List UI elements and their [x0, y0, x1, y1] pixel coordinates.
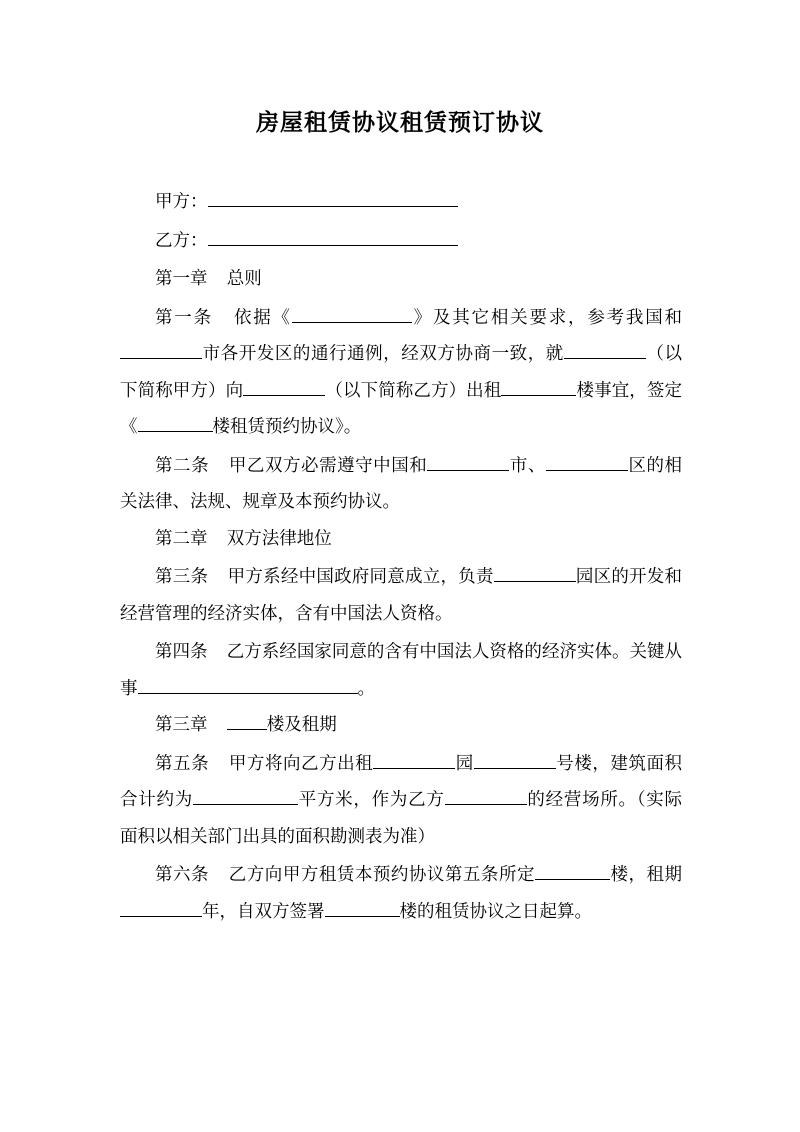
- blank: [120, 341, 202, 359]
- article-1-text: 楼事宜，签定《: [120, 380, 683, 437]
- blank: [501, 378, 576, 396]
- party-a-blank: [208, 189, 458, 207]
- party-b-label: 乙方：: [155, 230, 208, 251]
- article-2-text: 甲乙双方必需遵守中国和: [228, 455, 428, 476]
- party-b-blank: [208, 228, 458, 246]
- article-6-text: 年，自双方签署: [202, 901, 325, 922]
- chapter-2-number: 第二章: [155, 528, 208, 549]
- article-4-text: 。: [357, 678, 375, 699]
- blank: [193, 787, 298, 805]
- chapter-1-number: 第一章: [155, 269, 208, 289]
- article-1-number: 第一条: [155, 307, 213, 328]
- article-5: [120, 746, 682, 856]
- blank: [535, 862, 610, 880]
- article-1-text: 》及其它相关要求，参考我国和: [411, 307, 683, 328]
- article-5-text: 甲方将向乙方出租: [228, 753, 374, 774]
- article-2-number: 第二条: [155, 455, 210, 476]
- chapter-3-name: 楼及租期: [266, 715, 337, 735]
- blank: [292, 305, 412, 323]
- blank: [445, 787, 527, 805]
- article-1-text: 楼租赁预约协议》。: [212, 417, 362, 437]
- article-3-number: 第三条: [155, 567, 209, 587]
- article-6-text: 楼，租期: [609, 865, 683, 885]
- chapter-2-name: 双方法律地位: [226, 528, 332, 549]
- blank: [494, 564, 576, 582]
- article-4-text: 乙方系经国家同意的含有中国法人资格的经济实体。关键从事: [120, 642, 683, 699]
- article-5-number: 第五条: [155, 753, 210, 774]
- article-6-number: 第六条: [155, 865, 210, 885]
- article-2-text: 区的相关法律、法规、规章及本预约协议。: [120, 455, 683, 512]
- article-3-text: 甲方系经中国政府同意成立，负责: [227, 567, 494, 587]
- article-1-text: （以下简称甲方）向: [120, 344, 683, 401]
- article-6: [120, 857, 682, 930]
- article-2-text: 市、: [509, 455, 546, 476]
- blank: [427, 453, 509, 471]
- article-5-text: 平方米，作为乙方: [297, 790, 445, 810]
- article-4-number: 第四条: [155, 642, 208, 662]
- blank: [474, 751, 556, 769]
- article-6-text: 楼的租赁协议之日起算。: [399, 901, 592, 922]
- blank: [138, 414, 213, 432]
- blank: [243, 378, 325, 396]
- party-a-label: 甲方：: [155, 192, 208, 212]
- chapter-3-number: 第三章: [155, 715, 208, 735]
- blank: [564, 341, 646, 359]
- blank: [325, 899, 400, 917]
- article-1-text: （以下简称乙方）出租: [325, 380, 502, 401]
- blank: [227, 712, 267, 730]
- article-1: [120, 300, 682, 446]
- chapter-3-heading: [120, 707, 682, 744]
- blank: [138, 676, 358, 694]
- blank: [546, 453, 628, 471]
- chapter-1-heading: [120, 261, 682, 298]
- article-6-text: 乙方向甲方租赁本预约协议第五条所定: [228, 865, 535, 885]
- blank: [120, 899, 202, 917]
- document-title: 房屋租赁协议租赁预订协议: [256, 109, 544, 136]
- article-3-text: 园区的开发和经营管理的经济实体，含有中国法人资格。: [120, 567, 683, 624]
- chapter-2-heading: [120, 521, 682, 558]
- article-1-text: 市各开发区的通行通例，经双方协商一致，就: [202, 344, 564, 364]
- party-a-line: [120, 184, 682, 221]
- party-b-line: [120, 223, 682, 260]
- article-4: [120, 634, 682, 707]
- article-5-text: 园: [455, 753, 474, 774]
- document-body: [120, 184, 682, 930]
- article-2: [120, 448, 682, 521]
- blank: [373, 751, 455, 769]
- article-1-text: 依据《: [232, 307, 292, 328]
- chapter-1-name: 总则: [226, 269, 262, 289]
- article-5-text: 的经营场所。（实际面积以相关部门出具的面积勘测表为准）: [120, 790, 683, 847]
- article-3: [120, 559, 682, 632]
- article-5-text: 号楼，建筑面积合计约为: [120, 753, 683, 810]
